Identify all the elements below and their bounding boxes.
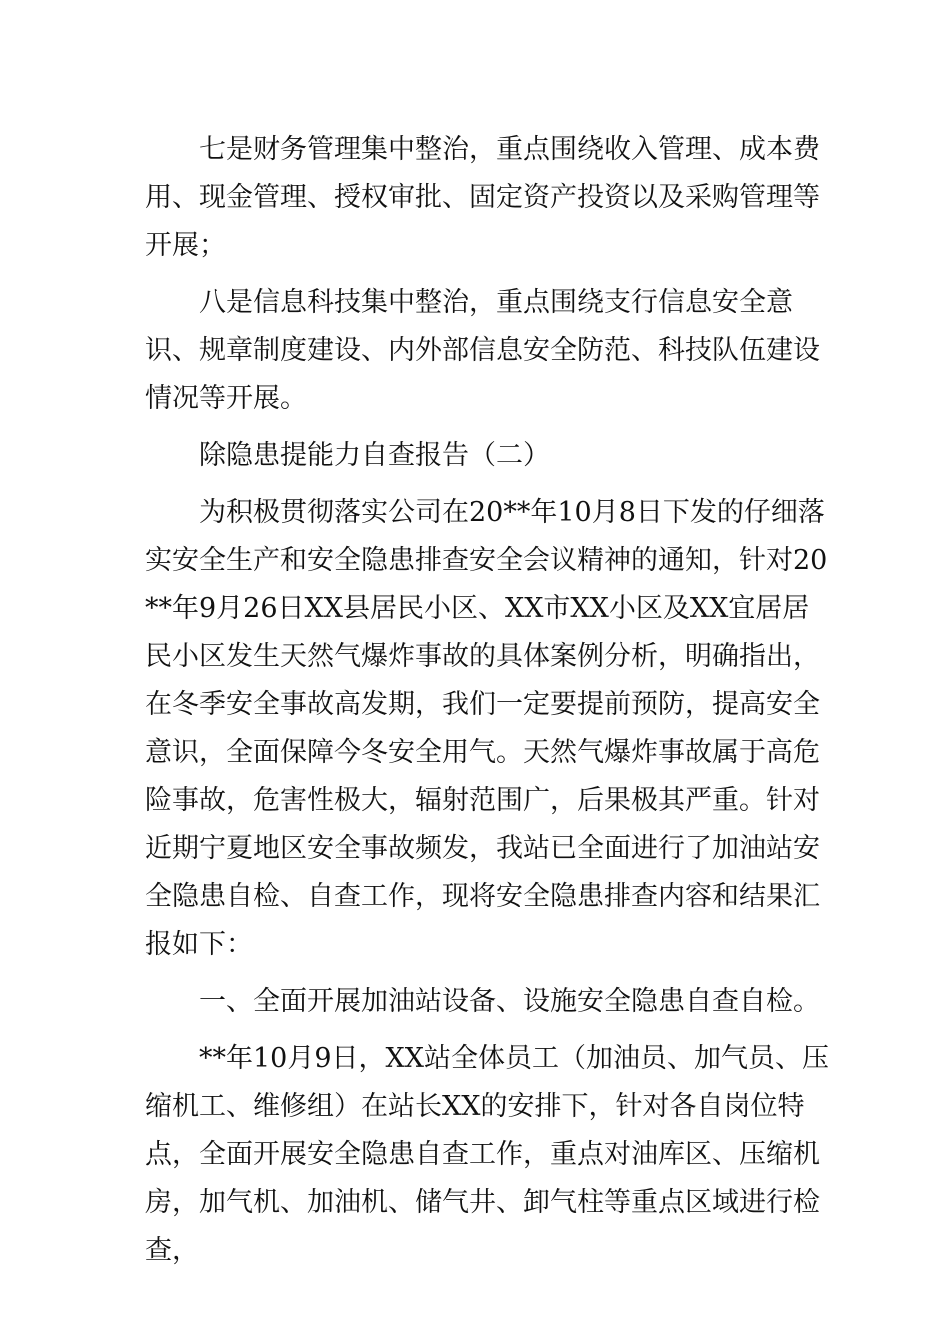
paragraph-intro: 为积极贯彻落实公司在20**年10月8日下发的仔细落实安全生产和安全隐患排查安全会议精神的通知，针对20**年9月26日XX县居民小区、XX市XX小区及XX宜居居民小区发生天然气爆炸事故的具体案例分析，明确指出，在冬季安全事故高发期，我们一定要提前预防，提高安全意识，全面保障今冬安全用气。天然气爆炸事故属于高危险事故，危害性极大，辐射范围广，后果极其严重。针对近期宁夏地区安全事故频发，我站已全面进行了加油站安全隐患自检、自查工作，现将安全隐患排查内容和结果汇报如下： bbox=[145, 497, 828, 960]
section-heading-one: 一、全面开展加油站设备、设施安全隐患自查自检。 bbox=[199, 986, 820, 1017]
paragraph-finance-rectification: 七是财务管理集中整治，重点围绕收入管理、成本费用、现金管理、授权审批、固定资产投资以及采购管理等开展； bbox=[145, 134, 820, 261]
section-title: 除隐患提能力自查报告（二） bbox=[199, 440, 550, 471]
document-body bbox=[145, 126, 835, 1275]
paragraph-it-rectification: 八是信息科技集中整治，重点围绕支行信息安全意识、规章制度建设、内外部信息安全防范、科技队伍建设情况等开展。 bbox=[145, 287, 820, 414]
paragraph-inspection: **年10月9日，XX站全体员工（加油员、加气员、压缩机工、维修组）在站长XX的安排下，针对各自岗位特点，全面开展安全隐患自查工作，重点对油库区、压缩机房，加气机、加油机、储气井、卸气柱等重点区域进行检查， bbox=[145, 1043, 829, 1266]
